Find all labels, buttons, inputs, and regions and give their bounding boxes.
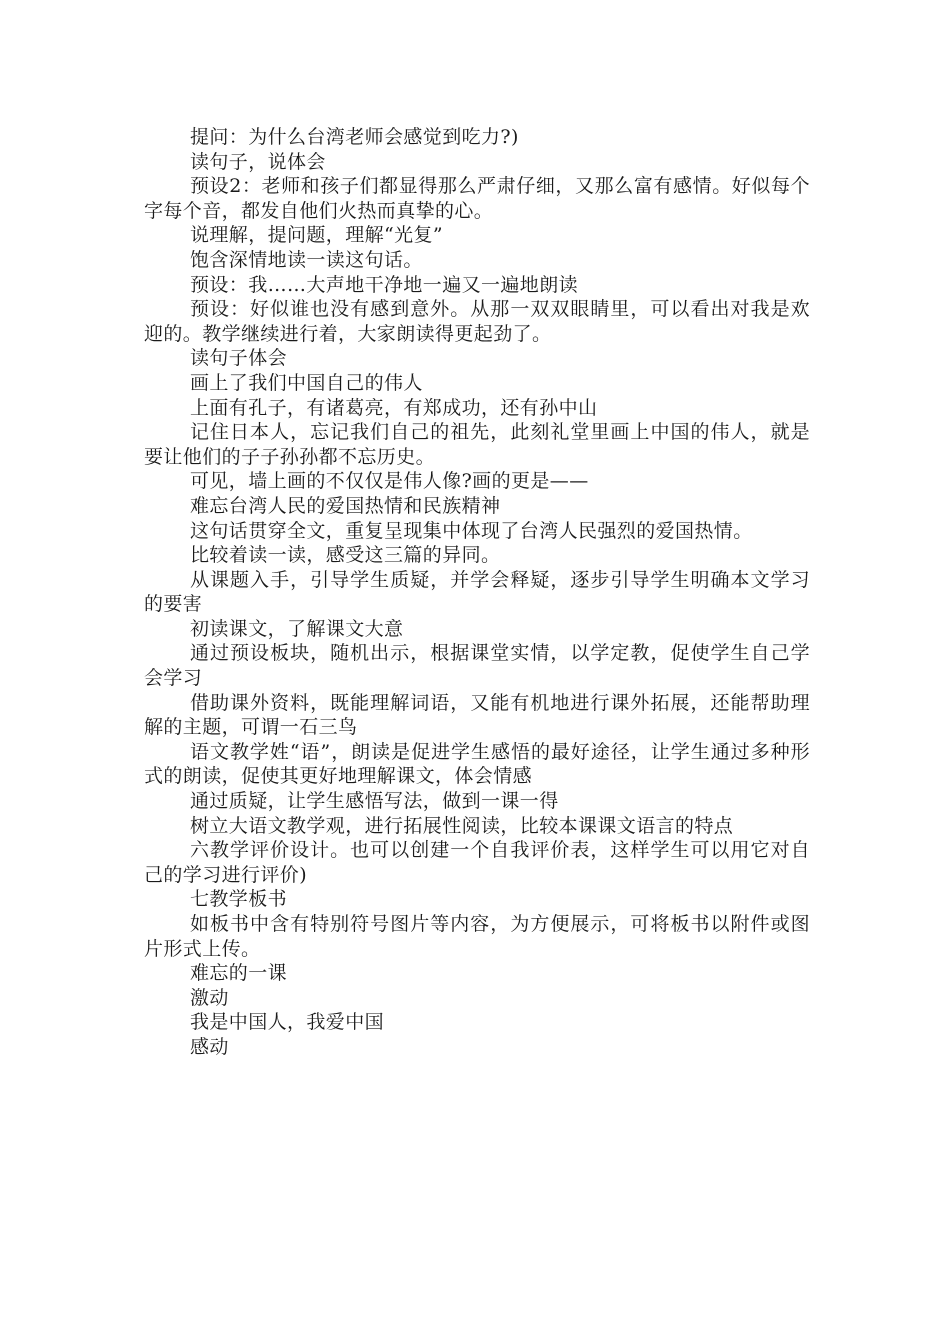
paragraph: 难忘的一课 (190, 962, 288, 985)
paragraph: 激动 (190, 986, 229, 1009)
paragraph: 预设：好似谁也没有感到意外。从那一双双眼睛里，可以看出对我是欢迎的。教学继续进行着，大家朗读得更起劲了。 (144, 298, 810, 345)
paragraph: 如板书中含有特别符号图片等内容，为方便展示，可将板书以附件或图片形式上传。 (144, 913, 810, 960)
paragraph: 感动 (190, 1035, 229, 1058)
paragraph: 难忘台湾人民的爱国热情和民族精神 (190, 494, 501, 517)
paragraph: 画上了我们中国自己的伟人 (190, 371, 423, 394)
paragraph: 比较着读一读，感受这三篇的异同。 (190, 544, 501, 567)
paragraph: 读句子体会 (190, 347, 288, 370)
paragraph: 从课题入手，引导学生质疑，并学会释疑，逐步引导学生明确本文学习的要害 (144, 568, 810, 616)
paragraph: 预设：我……大声地干净地一遍又一遍地朗读 (190, 273, 579, 296)
paragraph: 六教学评价设计。也可以创建一个自我评价表，这样学生可以用它对自己的学习进行评价) (144, 839, 810, 886)
paragraph: 这句话贯穿全文，重复呈现集中体现了台湾人民强烈的爱国热情。 (190, 519, 753, 542)
paragraph: 上面有孔子，有诸葛亮，有郑成功，还有孙中山 (190, 396, 598, 419)
paragraph: 语文教学姓“语”，朗读是促进学生感悟的最好途径，让学生通过多种形式的朗读，促使其更好地理解课文，体会情感 (144, 740, 810, 788)
paragraph: 可见，墙上画的不仅仅是伟人像?画的更是—— (190, 470, 589, 493)
paragraph: 通过预设板块，随机出示，根据课堂实情，以学定教，促使学生自己学会学习 (144, 642, 810, 690)
paragraph: 我是中国人，我爱中国 (190, 1011, 385, 1034)
paragraph: 借助课外资料，既能理解词语，又能有机地进行课外拓展，还能帮助理解的主题，可谓一石三鸟 (144, 691, 810, 739)
paragraph: 七教学板书 (190, 888, 288, 911)
document-body (144, 125, 810, 1060)
paragraph: 饱含深情地读一读这句话。 (190, 248, 423, 271)
paragraph: 提问：为什么台湾老师会感觉到吃力?) (190, 126, 519, 148)
paragraph: 通过质疑，让学生感悟写法，做到一课一得 (190, 790, 559, 813)
paragraph: 初读课文，了解课文大意 (190, 617, 404, 640)
paragraph: 树立大语文教学观，进行拓展性阅读，比较本课课文语言的特点 (190, 814, 734, 837)
paragraph: 说理解，提问题，理解“光复” (190, 224, 444, 247)
paragraph: 读句子，说体会 (190, 150, 326, 173)
paragraph: 记住日本人，忘记我们自己的祖先，此刻礼堂里画上中国的伟人，就是要让他们的子子孙孙都不忘历史。 (144, 421, 810, 468)
paragraph: 预设2：老师和孩子们都显得那么严肃仔细，又那么富有感情。好似每个字每个音，都发自他们火热而真挚的心。 (144, 175, 810, 222)
